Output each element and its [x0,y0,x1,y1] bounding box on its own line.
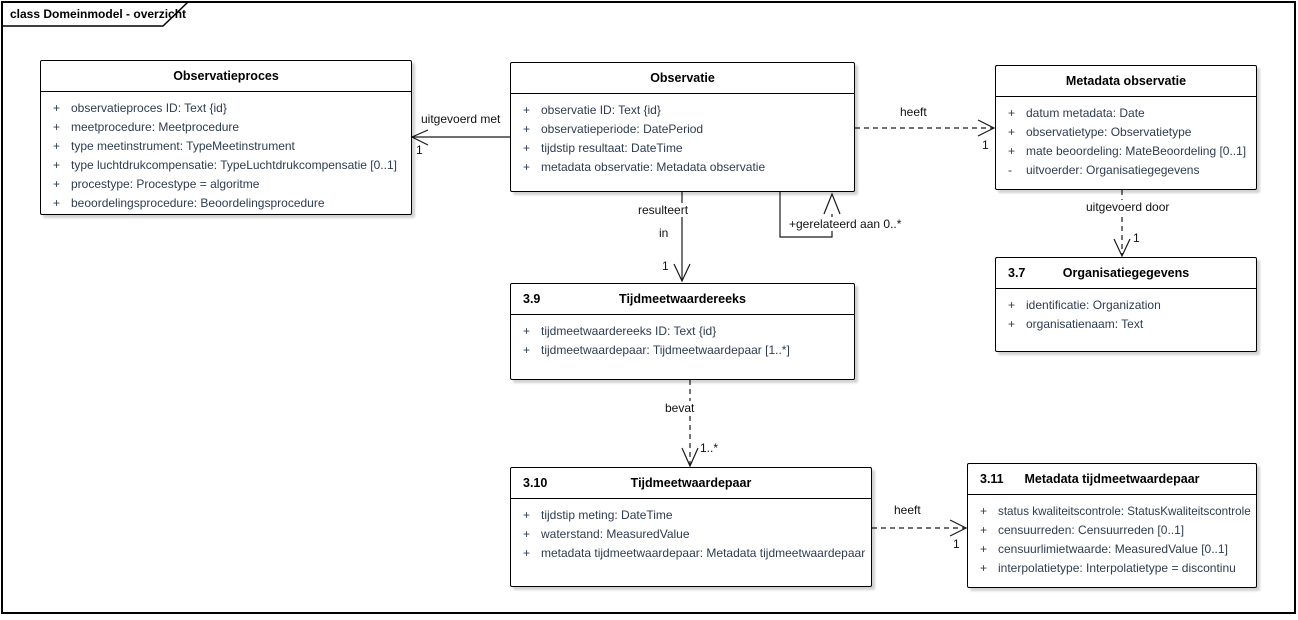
attribute-text: mate beoordeling: MateBeoordeling [0..1] [1026,143,1247,158]
visibility-marker: + [980,541,988,556]
attribute-row [968,520,1256,539]
visibility-marker: + [980,560,988,575]
class-name: Metadata observatie [1065,74,1187,88]
class-name: Metadata tijdmeetwaardepaar [1024,472,1200,486]
attribute-row [511,340,854,359]
visibility-marker: + [980,503,988,518]
attribute-text: metadata tijdmeetwaardepaar: Metadata tijdmeetwaardepaar [541,545,866,560]
attribute-text: type meetinstrument: TypeMeetinstrument [71,138,295,153]
visibility-marker: + [523,323,531,338]
visibility-marker: + [523,121,531,136]
multiplicity-uitgevoerd-door: 1 [1133,231,1140,245]
visibility-marker: + [53,119,61,134]
class-name: Organisatiegegevens [1062,266,1190,280]
attribute-list [968,495,1256,577]
attribute-row [996,295,1256,314]
class-box-tijdmeetwaardereeks[interactable] [510,283,855,380]
attribute-row [968,539,1256,558]
class-title-bar [511,284,854,315]
attribute-text: tijdstip meting: DateTime [541,507,673,522]
connector-label-in: in [659,226,669,240]
attribute-row [41,136,411,155]
connector-label-uitgevoerd-met: uitgevoerd met [421,112,501,126]
attribute-list [996,97,1256,179]
attribute-text: procestype: Procestype = algoritme [71,176,260,191]
class-name: Tijdmeetwaardereeks [619,292,746,306]
attribute-row [996,314,1256,333]
class-box-organisatiegegevens[interactable] [995,257,1257,352]
visibility-marker: + [53,138,61,153]
visibility-marker: + [1008,316,1016,331]
visibility-marker: + [523,507,531,522]
class-box-metadata-tijdmeetwaardepaar[interactable] [967,463,1257,588]
visibility-marker: + [523,140,531,155]
visibility-marker: + [1008,105,1016,120]
attribute-text: identificatie: Organization [1026,297,1161,312]
connector-label-resulteert: resulteert [638,203,689,217]
class-name: Observatie [650,71,715,85]
visibility-marker: + [53,100,61,115]
connector-label-uitgevoerd-door: uitgevoerd door [1086,200,1170,214]
attribute-text: meetprocedure: Meetprocedure [71,119,240,134]
attribute-row [511,119,854,138]
visibility-marker: + [1008,297,1016,312]
visibility-marker: + [53,176,61,191]
attribute-row [41,98,411,117]
attribute-row [511,138,854,157]
class-title-bar [996,66,1256,97]
multiplicity-heeft-observatie: 1 [982,138,989,152]
multiplicity-resulteert-in: 1 [662,259,669,273]
attribute-row [996,160,1256,179]
visibility-marker: + [53,195,61,210]
diagram-tab-label: class Domeinmodel - overzicht [10,7,187,21]
attribute-text: status kwaliteitscontrole: StatusKwaliteitscontrole [998,503,1251,518]
attribute-text: observatieproces ID: Text {id} [71,100,227,115]
attribute-text: uitvoerder: Organisatiegegevens [1026,162,1200,177]
connector-label-heeft-observatie: heeft [900,105,927,119]
attribute-text: beoordelingsprocedure: Beoordelingsprocedure [71,195,325,210]
connector-heeft-tijdmeetwaardepaar[interactable] [872,520,966,536]
attribute-text: datum metadata: Date [1026,105,1145,120]
visibility-marker: - [1008,162,1012,177]
attribute-row [511,321,854,340]
attribute-list [996,289,1256,333]
class-name: Observatieproces [173,69,279,83]
attribute-text: observatieperiode: DatePeriod [541,121,704,136]
class-box-tijdmeetwaardepaar[interactable] [510,467,872,587]
attribute-text: metadata observatie: Metadata observatie [541,159,766,174]
open-arrow-icon [824,194,840,214]
visibility-marker: + [1008,124,1016,139]
attribute-row [968,558,1256,577]
connector-label-heeft-tijdmeetwaardepaar: heeft [894,503,921,517]
attribute-row [968,501,1256,520]
class-box-observatieproces[interactable] [40,60,412,215]
attribute-text: interpolatietype: Interpolatietype = discontinu [998,560,1236,575]
class-name: Tijdmeetwaardepaar [630,476,752,490]
connector-label-gerelateerd-aan: +gerelateerd aan 0..* [789,217,902,231]
class-number: 3.9 [523,292,541,306]
visibility-marker: + [523,526,531,541]
attribute-text: tijdstip resultaat: DateTime [541,140,683,155]
attribute-row [996,122,1256,141]
visibility-marker: + [980,522,988,537]
multiplicity-bevat: 1..* [700,441,719,455]
attribute-row [41,117,411,136]
class-title-bar [511,468,871,499]
attribute-text: tijdmeetwaardereeks ID: Text {id} [541,323,717,338]
class-number: 3.10 [523,476,548,490]
connector-label-bevat: bevat [665,401,695,415]
attribute-row [41,155,411,174]
attribute-text: tijdmeetwaardepaar: Tijdmeetwaardepaar [1..*] [541,342,790,357]
attribute-row [511,100,854,119]
attribute-text: waterstand: MeasuredValue [541,526,690,541]
visibility-marker: + [523,159,531,174]
visibility-marker: + [523,342,531,357]
attribute-row [41,174,411,193]
connector-uitgevoerd-met[interactable] [412,130,510,145]
attribute-text: censuurlimietwaarde: MeasuredValue [0..1] [998,541,1228,556]
attribute-text: observatietype: Observatietype [1026,124,1192,139]
multiplicity-heeft-tijdmeetwaardepaar: 1 [953,537,960,551]
attribute-text: type luchtdrukcompensatie: TypeLuchtdrukcompensatie [0..1] [71,157,397,172]
attribute-text: organisatienaam: Text [1026,316,1144,331]
attribute-list [511,94,854,176]
attribute-row [996,103,1256,122]
visibility-marker: + [1008,143,1016,158]
class-title-bar [41,61,411,92]
attribute-text: censuurreden: Censuurreden [0..1] [998,522,1185,537]
attribute-row [511,543,871,562]
attribute-row [511,157,854,176]
attribute-list [41,92,411,212]
attribute-row [511,524,871,543]
connector-heeft-observatie[interactable] [855,120,994,136]
class-title-bar [996,258,1256,289]
class-number: 3.11 [980,472,1004,486]
attribute-row [996,141,1256,160]
visibility-marker: + [53,157,61,172]
visibility-marker: + [523,545,531,560]
attribute-text: observatie ID: Text {id} [541,102,661,117]
attribute-list [511,499,871,562]
attribute-row [511,505,871,524]
class-number: 3.7 [1008,266,1026,280]
class-title-bar [968,464,1256,495]
visibility-marker: + [523,102,531,117]
class-box-metadata-observatie[interactable] [995,65,1257,190]
attribute-row [41,193,411,212]
class-box-observatie[interactable] [510,62,855,192]
attribute-list [511,315,854,359]
connector-bevat[interactable] [682,380,698,466]
multiplicity-uitgevoerd-met: 1 [416,143,423,157]
class-title-bar [511,63,854,94]
